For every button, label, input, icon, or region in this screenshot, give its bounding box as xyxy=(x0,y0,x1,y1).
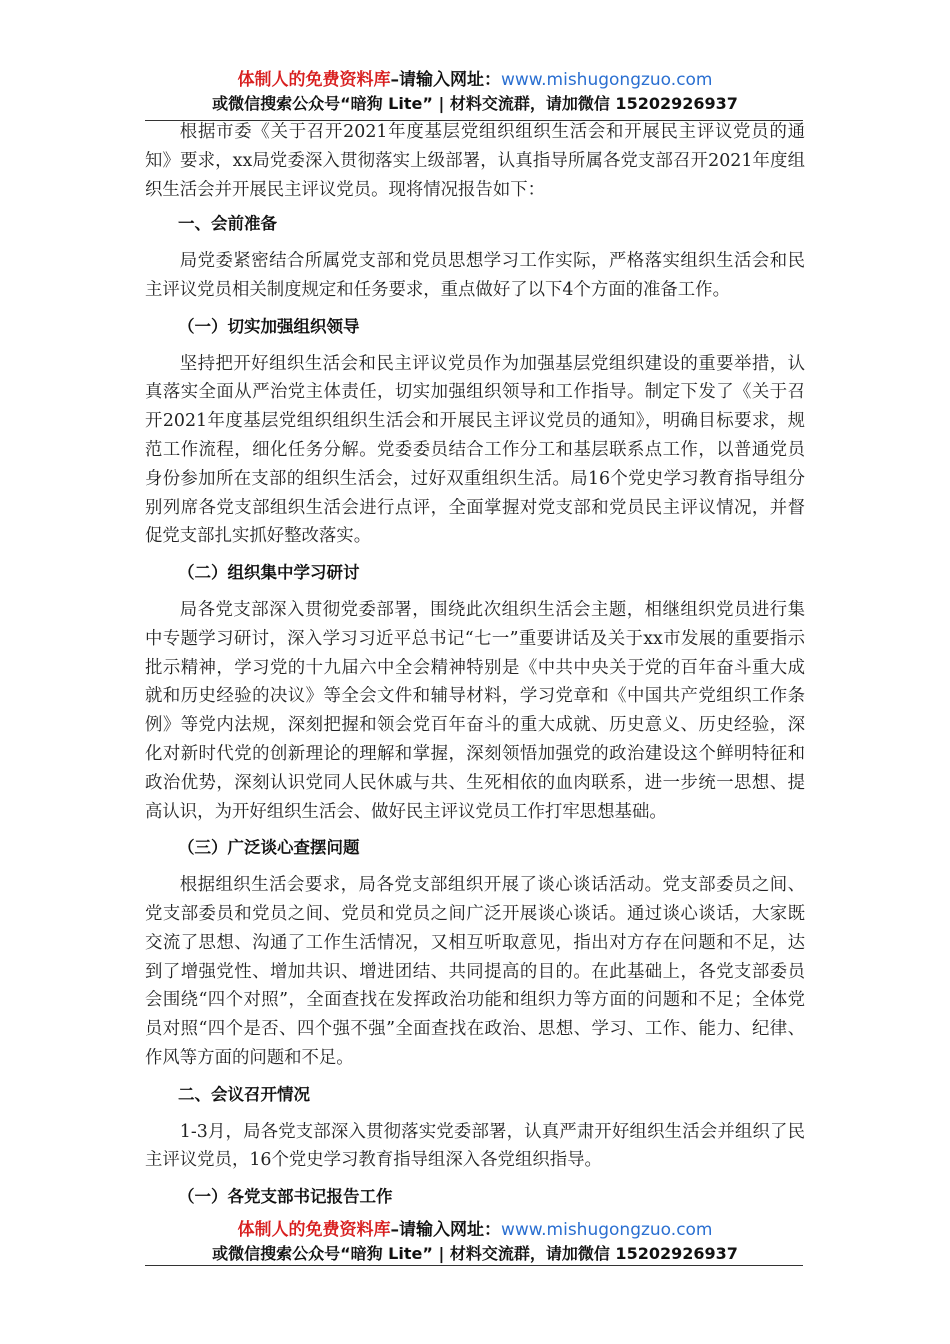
subsection-heading-1-2: （二）组织集中学习研讨 xyxy=(178,563,360,583)
document-body xyxy=(145,118,805,1212)
footer-banner-line1 xyxy=(0,1218,950,1242)
subsection-1-3-paragraph: 根据组织生活会要求，局各党支部组织开展了谈心谈话活动。党支部委员之间、党支部委员和党员之间、党员和党员之间广泛开展谈心谈话。通过谈心谈话，大家既交流了思想、沟通了工作生活情况，又相互听取意见，指出对方存在问题和不足，达到了增强党性、增加共识、增进团结、共同提高的目的。在此基础上，各党支部委员会围绕“四个对照”，全面查找在发挥政治功能和组织力等方面的问题和不足；全体党员对照“四个是否、四个强不强”全面查找在政治、思想、学习、工作、能力、纪律、作风等方面的问题和不足。 xyxy=(145,875,805,1068)
subsection-1-2-paragraph: 局各党支部深入贯彻党委部署，围绕此次组织生活会主题，相继组织党员进行集中专题学习研讨，深入学习习近平总书记“七一”重要讲话及关于xx市发展的重要指示批示精神，学习党的十九届六中全会精神特别是《中共中央关于党的百年奋斗重大成就和历史经验的决议》等全会文件和辅导材料，学习党章和《中国共产党组织工作条例》等党内法规，深刻把握和领会党百年奋斗的重大成就、历史意义、历史经验，深化对新时代党的创新理论的理解和掌握，深刻领悟加强党的政治建设这个鲜明特征和政治优势，深刻认识党同人民休戚与共、生死相依的血肉联系，进一步统一思想、提高认识，为开好组织生活会、做好民主评议党员工作打牢思想基础。 xyxy=(145,599,805,822)
subsection-1-1-paragraph: 坚持把开好组织生活会和民主评议党员作为加强基层党组织建设的重要举措，认真落实全面从严治党主体责任，切实加强组织领导和工作指导。制定下发了《关于召开2021年度基层党组织组织生活会和开展民主评议党员的通知》，明确目标要求，规范工作流程，细化任务分解。党委委员结合工作分工和基层联系点工作，以普通党员身份参加所在支部的组织生活会，过好双重组织生活。局16个党史学习教育指导组分别列席各党支部组织生活会进行点评，全面掌握对党支部和党员民主评议情况，并督促党支部扎实抓好整改落实。 xyxy=(145,353,805,547)
subsection-heading-2-1: （一）各党支部书记报告工作 xyxy=(178,1187,393,1207)
section-heading-1: 一、会前准备 xyxy=(178,214,277,234)
footer-banner xyxy=(0,1218,950,1266)
subsection-heading-1-3: （三）广泛谈心查摆问题 xyxy=(178,838,360,858)
website-link[interactable]: www.mishugongzuo.com xyxy=(500,70,713,90)
intro-paragraph: 根据市委《关于召开2021年度基层党组织组织生活会和开展民主评议党员的通知》要求，xx局党委深入贯彻落实上级部署，认真指导所属各党支部召开2021年度组织生活会并开展民主评议党员。现将情况报告如下： xyxy=(145,122,805,200)
header-banner-line2: 或微信搜索公众号“暗狗 Lite” | 材料交流群，请加微信 15202926937 xyxy=(212,94,738,113)
header-banner xyxy=(0,68,950,116)
footer-divider xyxy=(145,1265,803,1266)
footer-banner-line2: 或微信搜索公众号“暗狗 Lite” | 材料交流群，请加微信 15202926937 xyxy=(212,1244,738,1263)
section-2-paragraph: 1-3月，局各党支部深入贯彻落实党委部署，认真严肃开好组织生活会并组织了民主评议党员，16个党史学习教育指导组深入各党组织指导。 xyxy=(145,1121,805,1171)
brand-text: 体制人的免费资料库 xyxy=(237,70,391,90)
section-1-paragraph: 局党委紧密结合所属党支部和党员思想学习工作实际，严格落实组织生活会和民主评议党员相关制度规定和任务要求，重点做好了以下4个方面的准备工作。 xyxy=(145,251,805,300)
footer-website-link[interactable]: www.mishugongzuo.com xyxy=(500,1220,713,1240)
footer-prompt-text: –请输入网址： xyxy=(390,1220,501,1240)
prompt-text: –请输入网址： xyxy=(390,70,501,90)
header-banner-line1 xyxy=(0,68,950,92)
section-heading-2: 二、会议召开情况 xyxy=(178,1084,310,1104)
footer-brand-text: 体制人的免费资料库 xyxy=(237,1220,391,1240)
subsection-heading-1-1: （一）切实加强组织领导 xyxy=(178,316,360,336)
